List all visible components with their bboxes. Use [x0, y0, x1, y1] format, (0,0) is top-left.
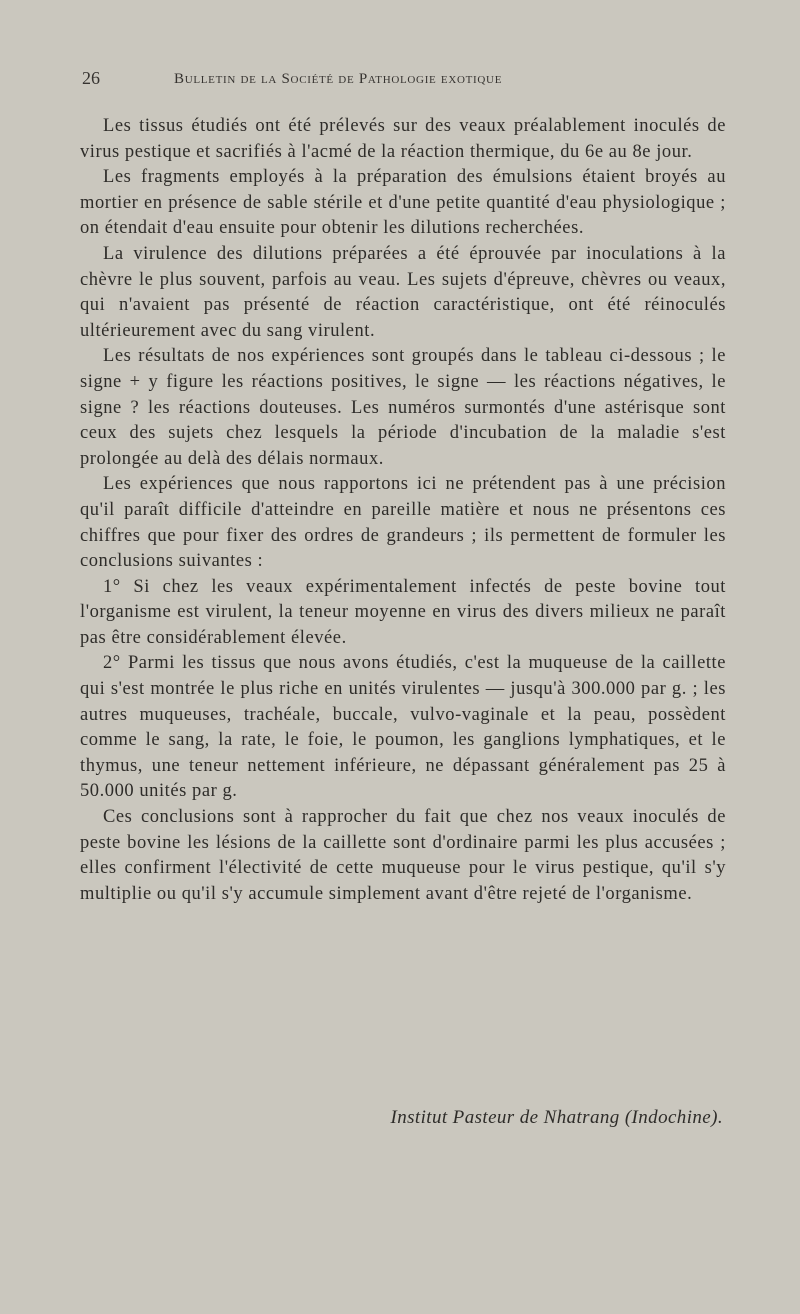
paragraph-conclusion-1: 1° Si chez les veaux expérimentalement infectés de peste bovine tout l'organisme est virulent, la teneur moyenne en virus des divers milieux ne paraît pas être considérablement élevée.	[80, 576, 726, 648]
page-number: 26	[82, 68, 100, 88]
paragraph-virulence: La virulence des dilutions préparées a été éprouvée par inoculations à la chèvre le plus souvent, parfois au veau. Les sujets d'épreuve, chèvres ou veaux, qui n'avaient pas présenté de réaction caractéristique, ont été réinoculés ultérieurement avec du sang virulent.	[80, 243, 726, 341]
paragraph-results: Les résultats de nos expériences sont groupés dans le tableau ci-dessous ; le signe + y figure les réactions positives, le signe — les réactions négatives, le signe ? les réactions douteuses. Les numéros surmontés d'une astérisque sont ceux des sujets chez lesquels la période d'incubation de la maladie s'est prolongée au delà des délais normaux.	[80, 346, 726, 469]
paragraph-tissues: Les tissus étudiés ont été prélevés sur des veaux préalablement inoculés de virus pestique et sacrifiés à l'acmé de la réaction thermique, du 6e au 8e jour.	[80, 116, 726, 162]
institution-signature: Institut Pasteur de Nhatrang (Indochine).	[390, 1107, 723, 1128]
paragraph-final: Ces conclusions sont à rapprocher du fait que chez nos veaux inoculés de peste bovine les lésions de la caillette sont d'ordinaire parmi les plus accusées ; elles confirment l'électivité de cette muqueuse pour le virus pestique, qu'il s'y multiplie ou qu'il s'y accumule simplement avant d'être rejeté de l'organisme.	[80, 807, 726, 904]
paragraph-conclusion-2: 2° Parmi les tissus que nous avons étudiés, c'est la muqueuse de la caillette qui s'est montrée le plus riche en unités virulentes — jusqu'à 300.000 par g. ; les autres muqueuses, trachéale, buccale, vulvo-vaginale et la peau, possèdent comme le sang, la rate, le foie, le poumon, les ganglions lymphatiques, et le thymus, une teneur nettement inférieure, ne dépassant généralement pas 25 à 50.000 unités par g.	[80, 653, 726, 802]
paragraph-experiments: Les expériences que nous rapportons ici ne prétendent pas à une précision qu'il paraît difficile d'atteindre en pareille matière et nous ne présentons ces chiffres que pour fixer des ordres de grandeurs ; ils permettent de formuler les conclusions suivantes :	[80, 474, 726, 572]
journal-title: Bulletin de la Société de Pathologie exotique	[174, 71, 503, 87]
paragraph-fragments: Les fragments employés à la préparation des émulsions étaient broyés au mortier en présence de sable stérile et d'une petite quantité d'eau physiologique ; on étendait d'eau ensuite pour obtenir les dilutions recherchées.	[80, 167, 726, 239]
body-text	[80, 114, 726, 907]
running-head	[82, 68, 730, 92]
